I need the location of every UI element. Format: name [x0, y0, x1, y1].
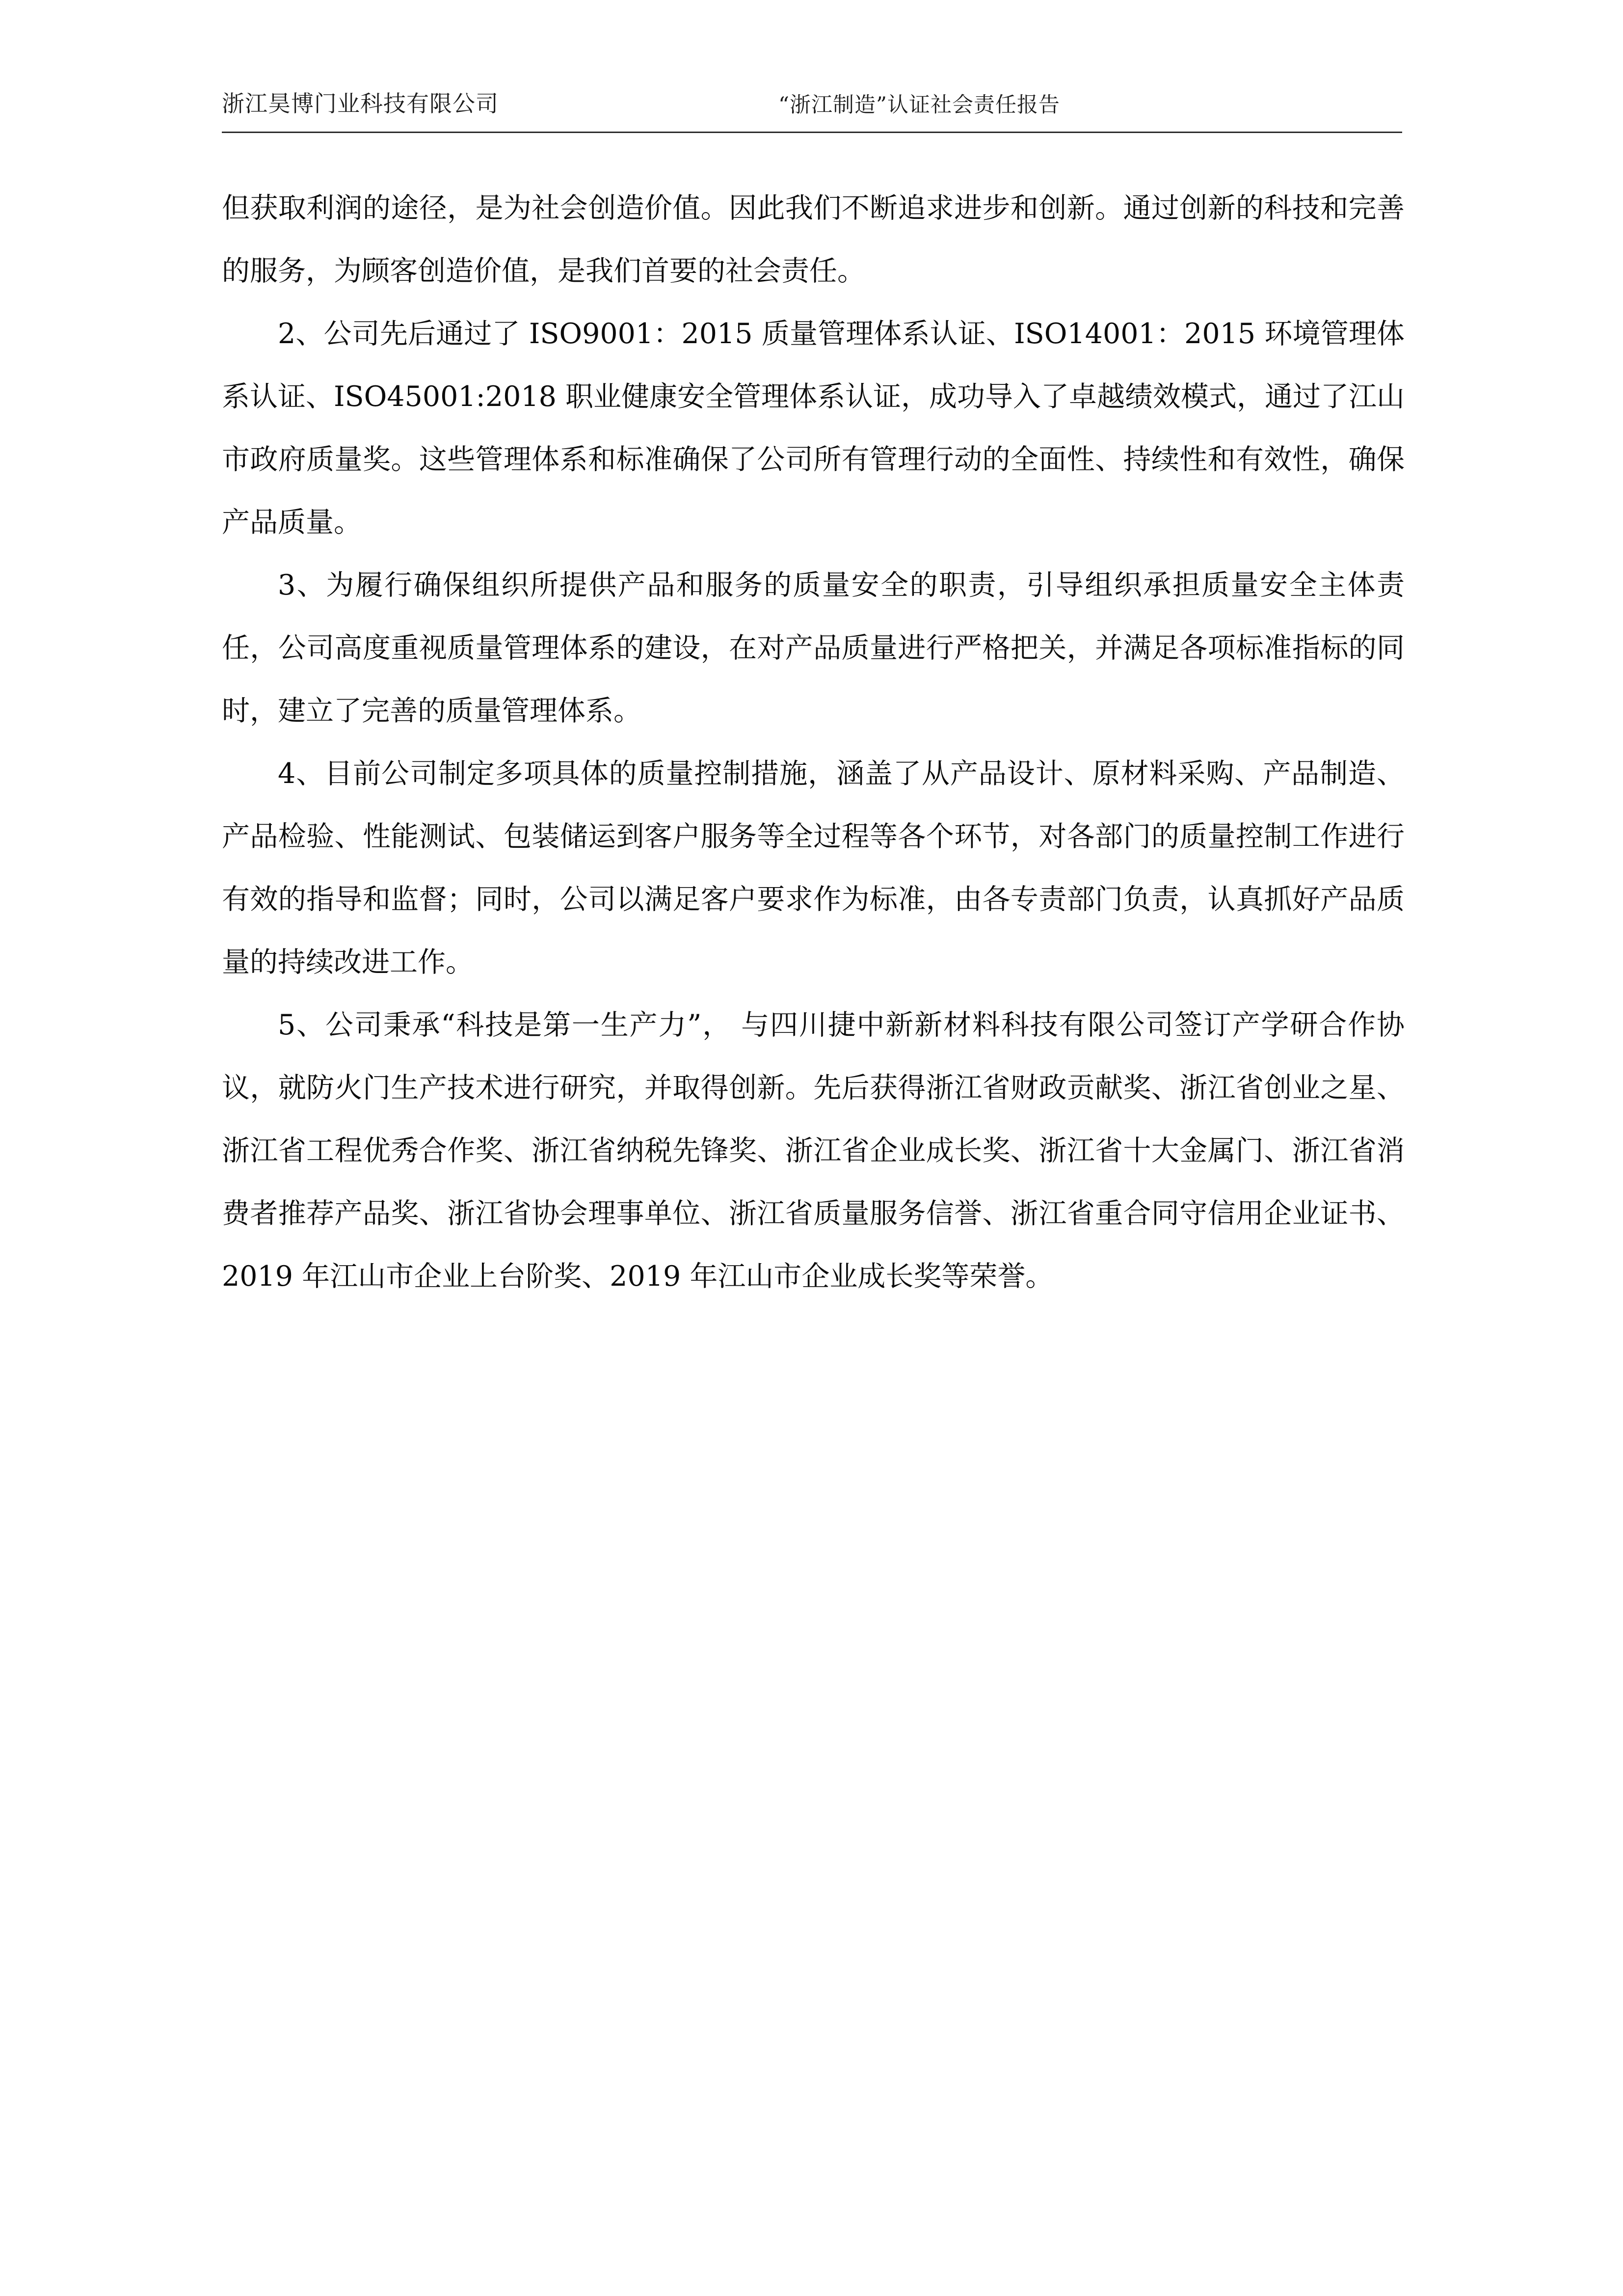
document-body — [222, 177, 1405, 1308]
header-report-title: “浙江制造”认证社会责任报告 — [778, 93, 1060, 117]
paragraph-item-5: 5、公司秉承“科技是第一生产力”， 与四川捷中新新材料科技有限公司签订产学研合作协议，就防火门生产技术进行研究，并取得创新。先后获得浙江省财政贡献奖、浙江省创业之星、浙江省工程优秀合作奖、浙江省纳税先锋奖、浙江省企业成长奖、浙江省十大金属门、浙江省消费者推荐产品奖、浙江省协会理事单位、浙江省质量服务信誉、浙江省重合同守信用企业证书、2019 年江山市企业上台阶奖、2019 年江山市企业成长奖等荣誉。 — [222, 1009, 1405, 1293]
page-header — [222, 86, 1402, 118]
paragraph-item-2: 2、公司先后通过了 ISO9001：2015 质量管理体系认证、ISO14001：2015 环境管理体系认证、ISO45001:2018 职业健康安全管理体系认证，成功导入了卓越绩效模式，通过了江山市政府质量奖。这些管理体系和标准确保了公司所有管理行动的全面性、持续性和有效性，确保产品质量。 — [222, 318, 1405, 539]
paragraph-item-3: 3、为履行确保组织所提供产品和服务的质量安全的职责，引导组织承担质量安全主体责任，公司高度重视质量管理体系的建设，在对产品质量进行严格把关，并满足各项标准指标的同时，建立了完善的质量管理体系。 — [222, 569, 1405, 727]
paragraph-item-4: 4、目前公司制定多项具体的质量控制措施，涵盖了从产品设计、原材料采购、产品制造、产品检验、性能测试、包装储运到客户服务等全过程等各个环节，对各部门的质量控制工作进行有效的指导和监督；同时，公司以满足客户要求作为标准，由各专责部门负责，认真抓好产品质量的持续改进工作。 — [222, 757, 1405, 978]
header-company-name: 浙江昊博门业科技有限公司 — [222, 90, 499, 117]
header-divider — [222, 132, 1402, 133]
paragraph-continued: 但获取利润的途径，是为社会创造价值。因此我们不断追求进步和创新。通过创新的科技和完善的服务，为顾客创造价值，是我们首要的社会责任。 — [222, 192, 1405, 287]
